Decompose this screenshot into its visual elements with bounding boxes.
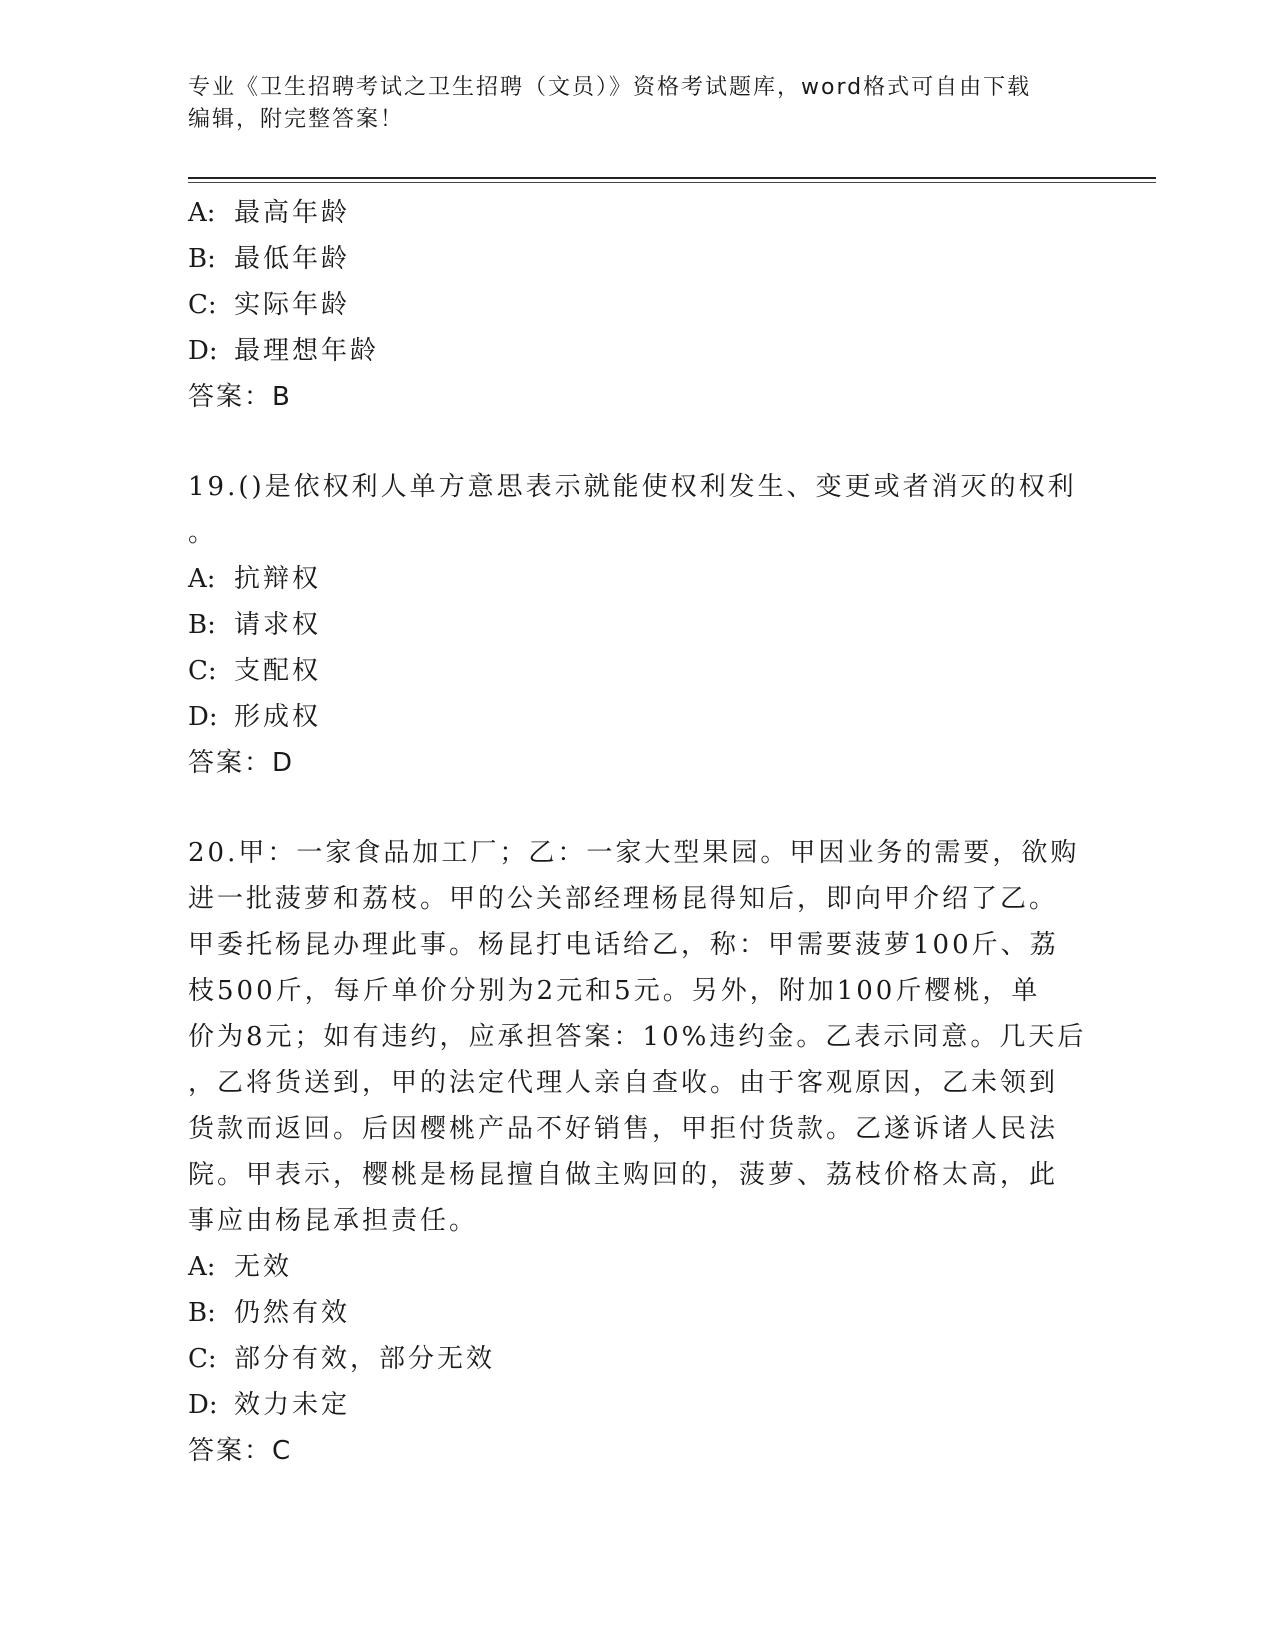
option-c bbox=[188, 282, 1088, 328]
option-d bbox=[188, 1382, 1088, 1428]
option-text: 最低年龄 bbox=[234, 244, 351, 274]
question-stem bbox=[188, 464, 1088, 556]
option-letter: C: bbox=[188, 656, 217, 686]
option-text: 抗辩权 bbox=[234, 564, 322, 594]
question-20 bbox=[188, 830, 1088, 1474]
option-text: 实际年龄 bbox=[234, 290, 351, 320]
question-line: 19.()是依权利人单方意思表示就能使权利发生、变更或者消灭的权利 bbox=[188, 472, 1077, 502]
option-a bbox=[188, 190, 1088, 236]
question-19 bbox=[188, 464, 1088, 786]
option-letter: C: bbox=[188, 1344, 217, 1374]
option-text: 支配权 bbox=[234, 656, 322, 686]
question-line: 价为8元；如有违约，应承担答案：10%违约金。乙表示同意。几天后 bbox=[188, 1022, 1087, 1052]
option-letter: D: bbox=[188, 336, 218, 366]
option-letter: A: bbox=[188, 564, 216, 594]
option-b bbox=[188, 236, 1088, 282]
option-b bbox=[188, 1290, 1088, 1336]
option-text: 请求权 bbox=[234, 610, 322, 640]
document-header bbox=[188, 72, 1088, 136]
header-line-1: 专业《卫生招聘考试之卫生招聘（文员）》资格考试题库，word格式可自由下载 bbox=[188, 75, 1032, 100]
question-line: 20.甲：一家食品加工厂；乙：一家大型果园。甲因业务的需要，欲购 bbox=[188, 838, 1080, 868]
question-line: 枝500斤，每斤单价分别为2元和5元。另外，附加100斤樱桃，单 bbox=[188, 976, 1041, 1006]
spacer bbox=[188, 786, 1088, 830]
answer-line: 答案：C bbox=[188, 1436, 293, 1466]
option-letter: D: bbox=[188, 1390, 218, 1420]
option-text: 形成权 bbox=[234, 702, 322, 732]
header-line-2: 编辑，附完整答案！ bbox=[188, 107, 405, 132]
question-line: 。 bbox=[188, 518, 218, 548]
header-divider-thin bbox=[188, 182, 1156, 183]
option-letter: B: bbox=[188, 1298, 216, 1328]
option-text: 效力未定 bbox=[234, 1390, 351, 1420]
option-letter: D: bbox=[188, 702, 218, 732]
question-line: ，乙将货送到，甲的法定代理人亲自查收。由于客观原因，乙未领到 bbox=[188, 1068, 1059, 1098]
question-content bbox=[188, 190, 1088, 1474]
option-letter: A: bbox=[188, 1252, 216, 1282]
option-d bbox=[188, 328, 1088, 374]
question-line: 进一批菠萝和荔枝。甲的公关部经理杨昆得知后，即向甲介绍了乙。 bbox=[188, 884, 1059, 914]
option-letter: B: bbox=[188, 610, 216, 640]
option-letter: A: bbox=[188, 198, 216, 228]
question-18-options bbox=[188, 190, 1088, 420]
option-c bbox=[188, 648, 1088, 694]
option-c bbox=[188, 1336, 1088, 1382]
answer-line: 答案：B bbox=[188, 382, 292, 412]
question-line: 货款而返回。后因樱桃产品不好销售，甲拒付货款。乙遂诉诸人民法 bbox=[188, 1114, 1059, 1144]
question-line: 院。甲表示，樱桃是杨昆擅自做主购回的，菠萝、荔枝价格太高，此 bbox=[188, 1160, 1059, 1190]
option-text: 最高年龄 bbox=[234, 198, 351, 228]
spacer bbox=[188, 420, 1088, 464]
answer-line: 答案：D bbox=[188, 748, 295, 778]
option-letter: B: bbox=[188, 244, 216, 274]
question-line: 事应由杨昆承担责任。 bbox=[188, 1206, 479, 1236]
option-text: 部分有效，部分无效 bbox=[234, 1344, 496, 1374]
option-a bbox=[188, 1244, 1088, 1290]
option-text: 无效 bbox=[234, 1252, 293, 1282]
option-b bbox=[188, 602, 1088, 648]
header-divider-thick bbox=[188, 177, 1156, 179]
option-a bbox=[188, 556, 1088, 602]
option-letter: C: bbox=[188, 290, 217, 320]
question-line: 甲委托杨昆办理此事。杨昆打电话给乙，称：甲需要菠萝100斤、荔 bbox=[188, 930, 1059, 960]
option-d bbox=[188, 694, 1088, 740]
question-stem bbox=[188, 830, 1088, 1244]
option-text: 最理想年龄 bbox=[234, 336, 380, 366]
option-text: 仍然有效 bbox=[234, 1298, 351, 1328]
